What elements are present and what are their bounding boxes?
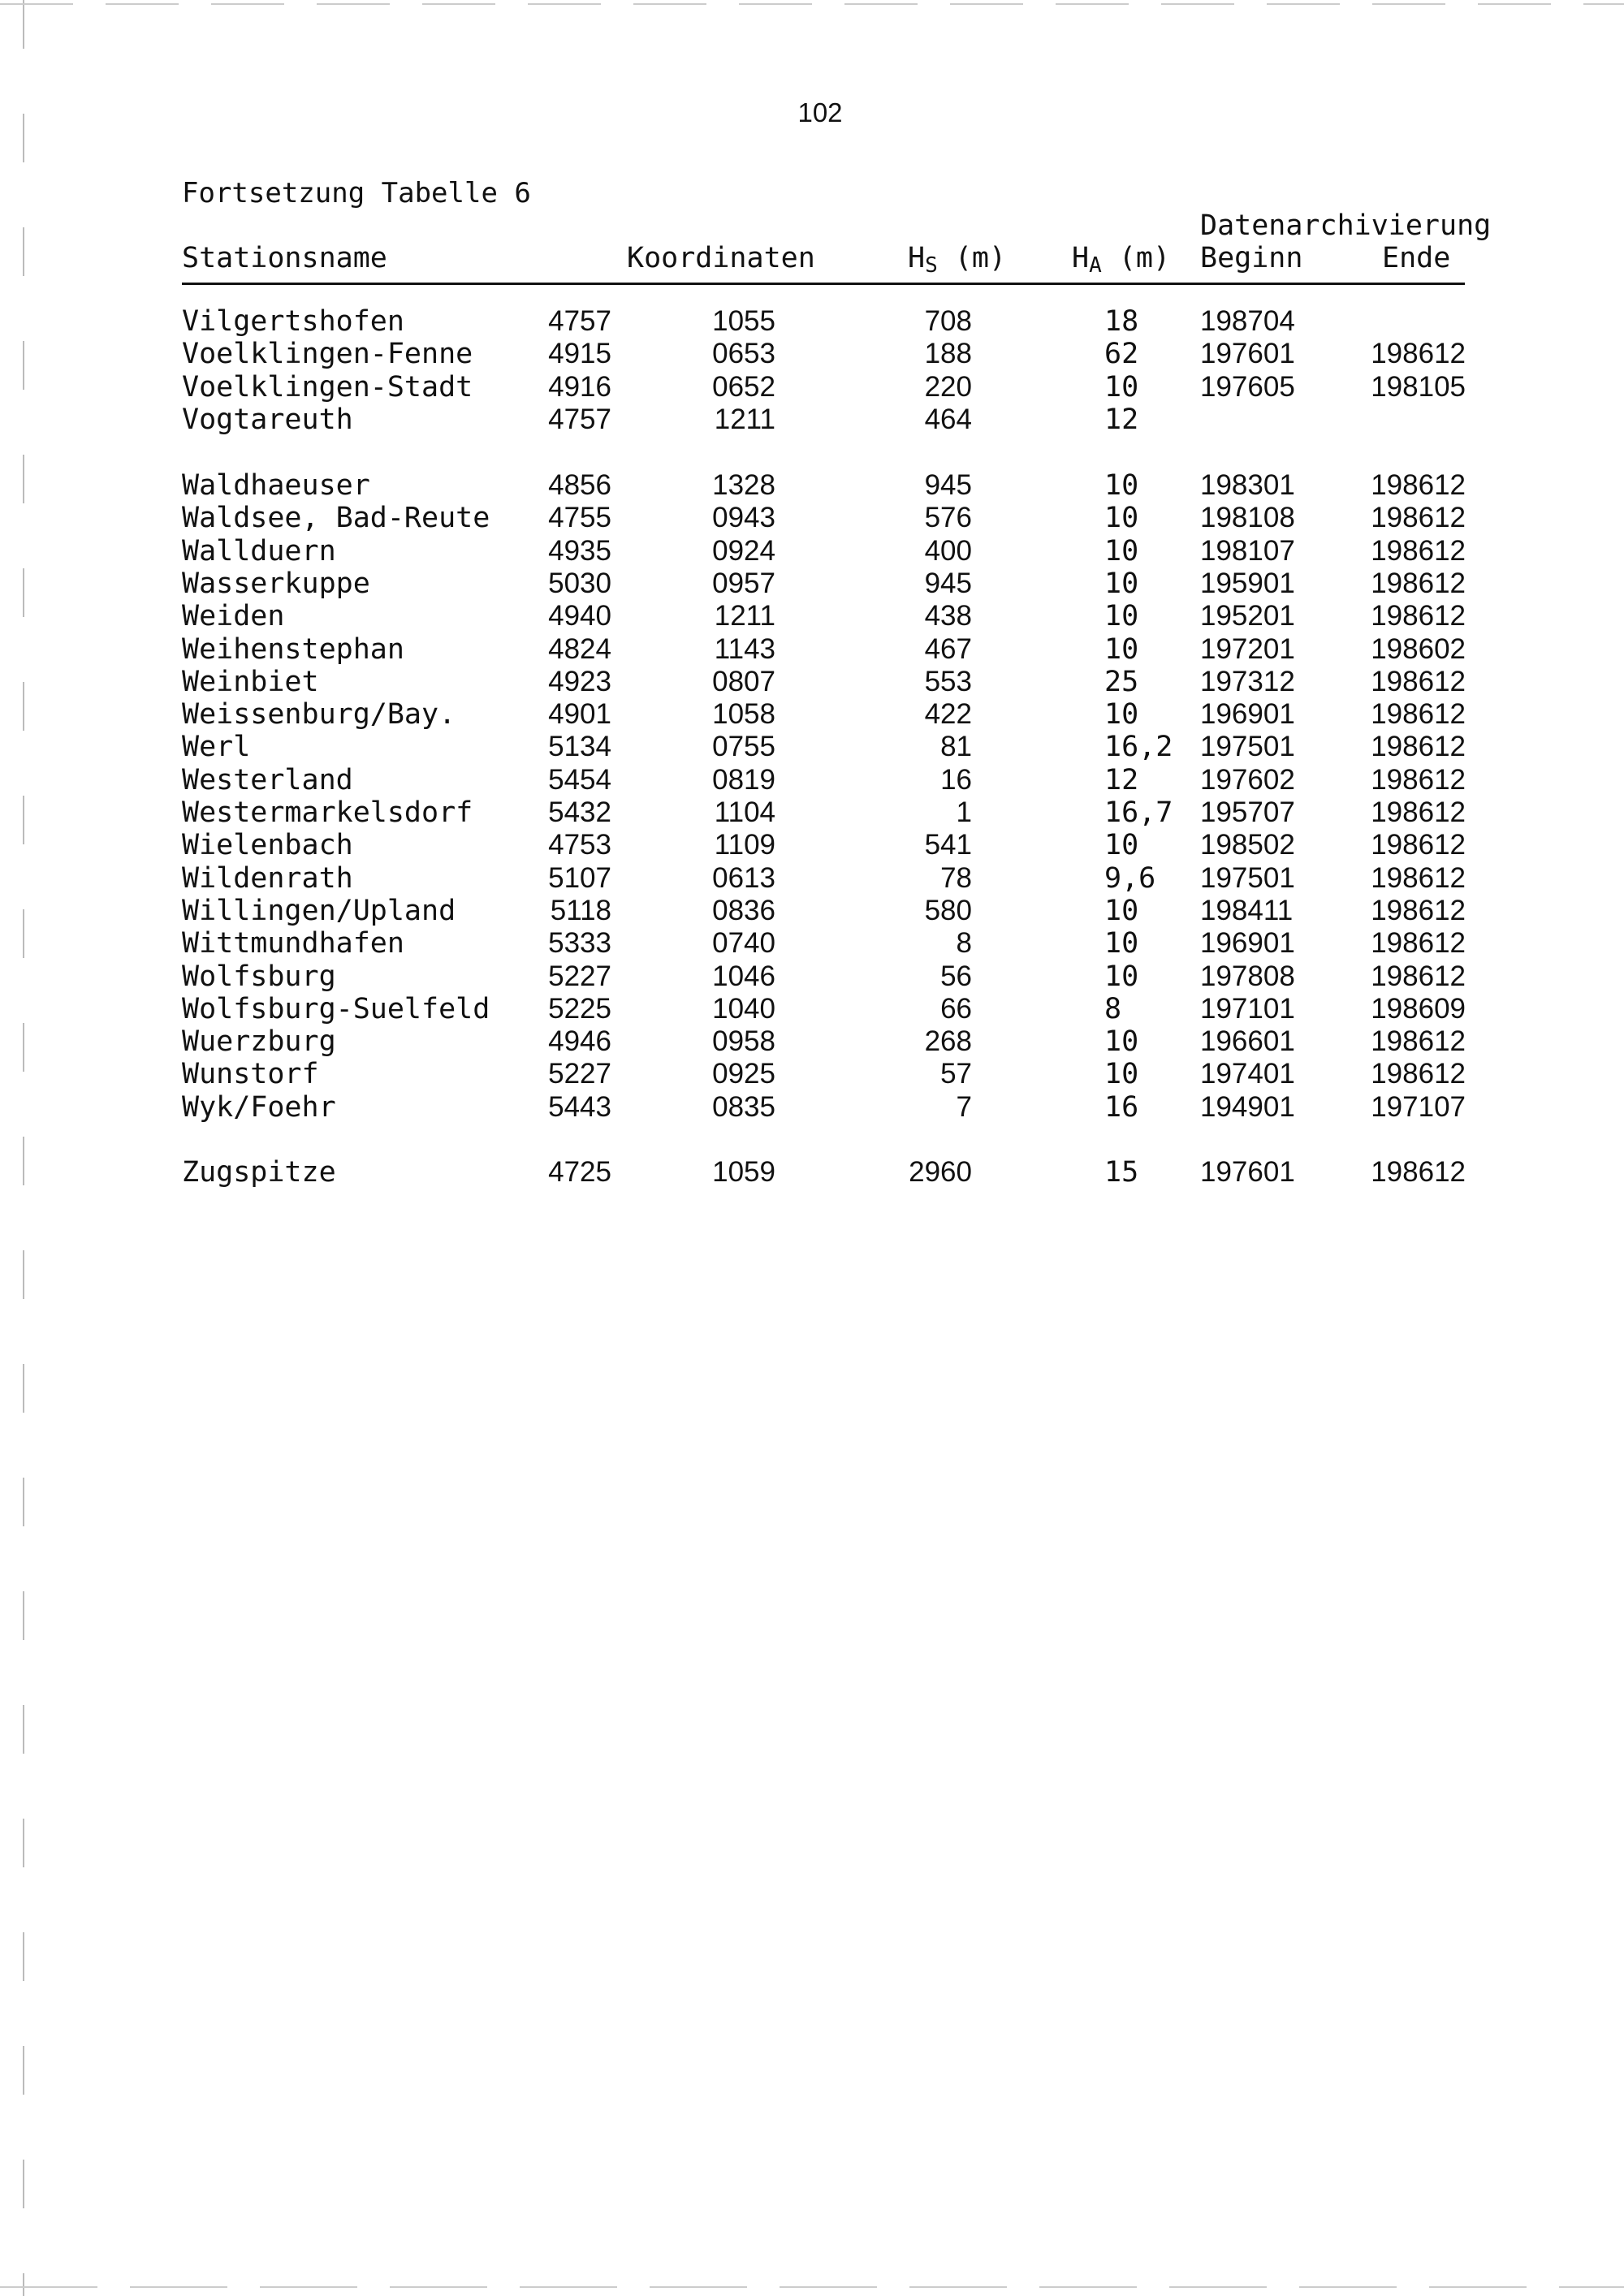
scan-edge-left [23,0,24,2296]
cell-begin: 197601 [1200,338,1295,370]
cell-hs: 57 [940,1058,972,1090]
cell-lat: 4923 [548,665,611,697]
cell-end: 197107 [1371,1090,1466,1123]
cell-hs: 66 [940,992,972,1025]
cell-hs: 78 [940,861,972,894]
cell-lat: 5107 [548,861,611,894]
cell-hs: 945 [924,469,972,501]
cell-lon: 0740 [712,927,775,960]
cell-end: 198105 [1371,370,1466,403]
header-end: Ende [1382,242,1451,274]
cell-end: 198612 [1371,927,1466,960]
cell-ha: 9,6 [1104,861,1156,895]
cell-begin: 197501 [1200,731,1295,763]
header-hs-subscript: S [925,253,938,278]
cell-end: 198612 [1371,338,1466,370]
cell-name: Waldhaeuser [182,469,370,502]
cell-hs: 81 [940,731,972,763]
cell-lat: 5225 [548,992,611,1025]
cell-lat: 4753 [548,829,611,861]
cell-ha: 15 [1104,1156,1139,1189]
cell-ha: 10 [1104,960,1139,993]
cell-lat: 4824 [548,632,611,665]
cell-name: Wolfsburg [182,960,336,993]
cell-ha: 25 [1104,665,1139,698]
cell-lon: 1055 [712,305,775,337]
cell-lat: 5432 [548,796,611,828]
cell-ha: 10 [1104,927,1139,960]
header-ha-subscript: A [1089,253,1102,278]
cell-lat: 4915 [548,338,611,370]
cell-begin: 195901 [1200,567,1295,599]
cell-name: Wuerzburg [182,1025,336,1059]
cell-lat: 4856 [548,469,611,501]
cell-name: Waldsee, Bad-Reute [182,502,490,535]
cell-lat: 4725 [548,1156,611,1188]
cell-begin: 195201 [1200,600,1295,632]
cell-name: Vilgertshofen [182,305,404,338]
cell-ha: 10 [1104,502,1139,535]
cell-end: 198612 [1371,894,1466,926]
cell-begin: 198704 [1200,305,1295,337]
cell-ha: 10 [1104,1025,1139,1059]
cell-lon: 1059 [712,1156,775,1188]
cell-name: Vogtareuth [182,403,353,436]
cell-lat: 4935 [548,534,611,567]
cell-lat: 4757 [548,403,611,435]
cell-name: Werl [182,731,251,764]
cell-lon: 1211 [714,600,775,632]
cell-begin: 197201 [1200,632,1295,665]
cell-name: Weissenburg/Bay. [182,698,456,732]
cell-hs: 56 [940,960,972,992]
cell-begin: 196901 [1200,927,1295,960]
cell-end: 198612 [1371,731,1466,763]
cell-ha: 10 [1104,1058,1139,1091]
cell-lat: 4940 [548,600,611,632]
header-ha: $H_A$ (m) [1072,242,1171,278]
cell-lat: 4755 [548,502,611,534]
cell-end: 198612 [1371,1156,1466,1188]
cell-begin: 198301 [1200,469,1295,501]
cell-lon: 0958 [712,1025,775,1058]
cell-ha: 10 [1104,632,1139,666]
cell-end: 198602 [1371,632,1466,665]
cell-end: 198612 [1371,1058,1466,1090]
cell-ha: 18 [1104,305,1139,338]
cell-lon: 0652 [712,370,775,403]
cell-lon: 0819 [712,763,775,796]
cell-name: Zugspitze [182,1156,336,1189]
cell-lat: 5227 [548,960,611,992]
cell-lat: 4946 [548,1025,611,1058]
cell-hs: 1 [956,796,972,828]
cell-lon: 1143 [714,632,775,665]
cell-ha: 8 [1104,992,1122,1025]
cell-name: Wyk/Foehr [182,1090,336,1124]
cell-hs: 220 [924,370,972,403]
header-ha-unit: (m) [1118,242,1171,274]
cell-ha: 10 [1104,698,1139,732]
page-number: 102 [797,97,843,127]
cell-ha: 10 [1104,567,1139,600]
cell-lon: 0613 [712,861,775,894]
cell-hs: 422 [924,698,972,731]
cell-end: 198609 [1371,992,1466,1025]
cell-lon: 0957 [712,567,775,599]
cell-ha: 10 [1104,370,1139,404]
cell-ha: 16 [1104,1090,1139,1124]
cell-name: Westermarkelsdorf [182,796,473,829]
cell-begin: 197605 [1200,370,1295,403]
cell-end: 198612 [1371,534,1466,567]
cell-ha: 10 [1104,600,1139,633]
cell-name: Wasserkuppe [182,567,370,600]
cell-lon: 1104 [714,796,775,828]
cell-ha: 10 [1104,829,1139,862]
cell-lon: 0807 [712,665,775,697]
cell-lat: 4916 [548,370,611,403]
cell-lon: 1046 [712,960,775,992]
cell-end: 198612 [1371,665,1466,697]
cell-lat: 5134 [548,731,611,763]
cell-hs: 7 [956,1090,972,1123]
cell-lat: 4757 [548,305,611,337]
cell-name: Wielenbach [182,829,353,862]
cell-begin: 198108 [1200,502,1295,534]
cell-begin: 195707 [1200,796,1295,828]
cell-ha: 10 [1104,894,1139,927]
cell-lon: 1040 [712,992,775,1025]
cell-begin: 197602 [1200,763,1295,796]
cell-lon: 0755 [712,731,775,763]
cell-name: Voelklingen-Fenne [182,338,473,371]
cell-lon: 0836 [712,894,775,926]
cell-name: Weihenstephan [182,632,404,666]
cell-hs: 400 [924,534,972,567]
header-rule [182,283,1465,285]
cell-name: Wolfsburg-Suelfeld [182,992,490,1025]
cell-lon: 0653 [712,338,775,370]
cell-begin: 198411 [1200,894,1294,926]
cell-end: 198612 [1371,567,1466,599]
cell-hs: 438 [924,600,972,632]
cell-name: Weinbiet [182,665,319,698]
cell-lat: 5333 [548,927,611,960]
cell-lat: 4901 [548,698,611,731]
cell-begin: 197101 [1200,992,1295,1025]
cell-begin: 194901 [1200,1090,1295,1123]
cell-hs: 16 [940,763,972,796]
cell-name: Wunstorf [182,1058,319,1091]
cell-end: 198612 [1371,600,1466,632]
cell-name: Westerland [182,763,353,796]
cell-begin: 197601 [1200,1156,1295,1188]
cell-begin: 198502 [1200,829,1295,861]
cell-begin: 197401 [1200,1058,1295,1090]
cell-ha: 12 [1104,403,1139,436]
cell-lon: 1109 [714,829,775,861]
cell-begin: 197808 [1200,960,1295,992]
cell-name: Willingen/Upland [182,894,456,927]
cell-hs: 708 [924,305,972,337]
cell-hs: 576 [924,502,972,534]
header-hs-unit: (m) [954,242,1007,274]
cell-end: 198612 [1371,960,1466,992]
cell-name: Wallduern [182,534,336,568]
cell-begin: 197501 [1200,861,1295,894]
cell-lon: 1058 [712,698,775,731]
cell-hs: 2960 [909,1156,972,1188]
cell-ha: 62 [1104,338,1139,371]
cell-lat: 5443 [548,1090,611,1123]
cell-name: Weiden [182,600,285,633]
table-caption: Fortsetzung Tabelle 6 [182,177,531,209]
cell-name: Wildenrath [182,861,353,895]
scan-edge-top [0,3,1624,5]
cell-name: Wittmundhafen [182,927,404,960]
cell-hs: 188 [924,338,972,370]
cell-end: 198612 [1371,698,1466,731]
cell-ha: 16,2 [1104,731,1173,764]
cell-lat: 5227 [548,1058,611,1090]
header-station-name: Stationsname [182,242,387,274]
cell-hs: 467 [924,632,972,665]
cell-hs: 541 [924,829,972,861]
cell-ha: 10 [1104,469,1139,502]
cell-lon: 1211 [714,403,775,435]
cell-end: 198612 [1371,469,1466,501]
cell-begin: 198107 [1200,534,1295,567]
cell-hs: 580 [924,894,972,926]
header-data-archiving: Datenarchivierung [1200,209,1492,242]
cell-lon: 1328 [712,469,775,501]
cell-hs: 553 [924,665,972,697]
header-coordinates: Koordinaten [627,242,815,274]
cell-lat: 5454 [548,763,611,796]
header-begin: Beginn [1200,242,1303,274]
scan-edge-bottom [0,2286,1624,2288]
cell-name: Voelklingen-Stadt [182,370,473,404]
cell-lon: 0925 [712,1058,775,1090]
cell-lon: 0924 [712,534,775,567]
cell-begin: 197312 [1200,665,1295,697]
cell-end: 198612 [1371,861,1466,894]
cell-ha: 12 [1104,763,1139,796]
cell-lon: 0943 [712,502,775,534]
cell-begin: 196901 [1200,698,1295,731]
cell-end: 198612 [1371,796,1466,828]
cell-hs: 945 [924,567,972,599]
cell-lat: 5118 [550,894,611,926]
cell-hs: 8 [956,927,972,960]
cell-hs: 464 [924,403,972,435]
cell-lon: 0835 [712,1090,775,1123]
cell-ha: 10 [1104,534,1139,568]
cell-end: 198612 [1371,502,1466,534]
cell-end: 198612 [1371,1025,1466,1058]
cell-end: 198612 [1371,829,1466,861]
cell-hs: 268 [924,1025,972,1058]
header-hs: $H_S$ (m) [908,242,1007,278]
cell-end: 198612 [1371,763,1466,796]
cell-begin: 196601 [1200,1025,1295,1058]
cell-ha: 16,7 [1104,796,1173,829]
cell-lat: 5030 [548,567,611,599]
